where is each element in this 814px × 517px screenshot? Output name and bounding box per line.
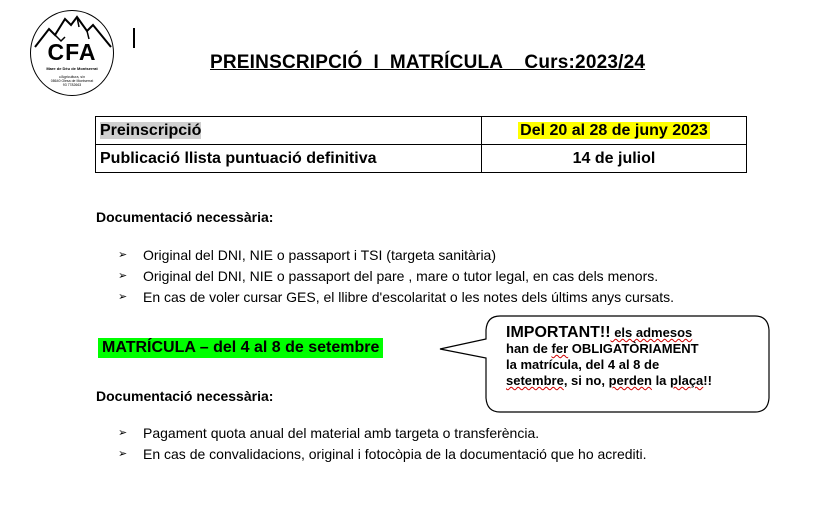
list-item-text: En cas de convalidacions, original i fotocòpia de la documentació que ho acrediti. [143, 446, 647, 462]
list-item [118, 444, 647, 465]
callout-line: , si no, [563, 373, 609, 388]
callout-word: perden [608, 373, 652, 388]
callout-word: setembre [506, 373, 564, 388]
callout-line: OBLIGATÒRIAMENT [568, 341, 699, 356]
callout-word: fer [551, 341, 569, 356]
list-item-text: En cas de voler cursar GES, el llibre d'escolaritat o les notes dels últims anys cursats. [143, 289, 675, 305]
section-heading: Documentació necessària: [96, 209, 274, 225]
callout-line: han de [506, 341, 552, 356]
preinscripcio-dates: Del 20 al 28 de juny 2023 [520, 121, 708, 139]
table-cell-label: Publicació llista puntuació definitiva [96, 145, 482, 173]
list-item-text: Original del DNI, NIE o passaport i TSI (targeta sanitària) [143, 247, 497, 263]
matricula-dates: MATRÍCULA – del 4 al 8 de setembre [98, 338, 383, 358]
page-title: PREINSCRIPCIÓ I MATRÍCULA Curs:2023/24 [210, 52, 646, 73]
list-item-text: Original del DNI, NIE o passaport del pare , mare o tutor legal, en cas dels menors. [143, 268, 659, 284]
table-cell-value: 14 de juliol [482, 145, 747, 173]
callout-line: !! [703, 373, 712, 388]
logo-address-line: c/Agricultura, s/n [58, 75, 86, 79]
logo-subtitle: Mare de Déu de Montserrat [46, 66, 98, 71]
important-label: IMPORTANT!! [506, 324, 611, 341]
arrow-bullet-icon: ➢ [118, 270, 128, 282]
callout-line: els admesos [610, 325, 693, 340]
callout-word: plaça [670, 373, 704, 388]
arrow-bullet-icon: ➢ [118, 427, 128, 439]
arrow-bullet-icon: ➢ [118, 249, 128, 261]
logo-address-line: 93 7782663 [62, 83, 82, 87]
callout-line: la matrícula, del 4 al 8 de [506, 357, 660, 372]
preinscripcio-label: Preinscripció [100, 121, 202, 139]
list-item [118, 423, 647, 444]
arrow-bullet-icon: ➢ [118, 448, 128, 460]
logo-address-line: 08640 Olesa de Montserrat [50, 79, 94, 83]
logo-initials: CFA [47, 39, 97, 65]
callout-text [506, 325, 751, 389]
arrow-bullet-icon: ➢ [118, 291, 128, 303]
section-heading: Documentació necessària: [96, 388, 274, 404]
list-item-text: Pagament quota anual del material amb targeta o transferència. [143, 425, 540, 441]
callout-line: la [651, 373, 671, 388]
payment-list [118, 423, 647, 465]
